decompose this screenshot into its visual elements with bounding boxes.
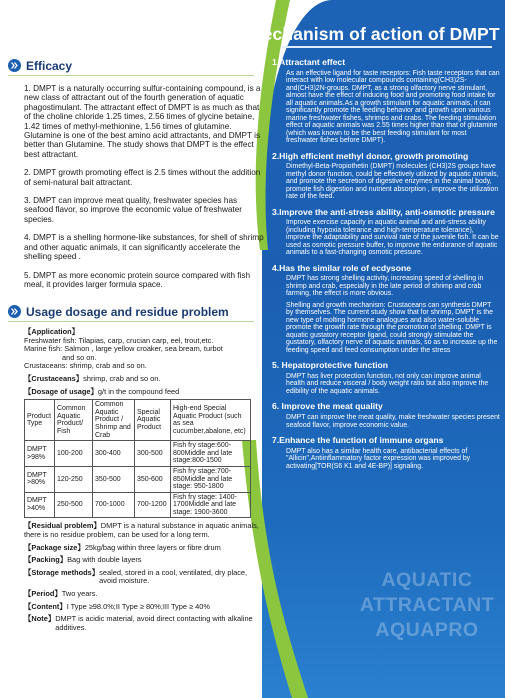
mechanism-item-immune <box>272 436 500 470</box>
efficacy-paragraph: 4. DMPT is a shelling hormone-like substances, for shell of shrimp and other aquatic animals, it can significantly accelerate the shelling speed . <box>24 233 264 262</box>
packing-block <box>24 556 264 565</box>
page-title: Mechanism of action of DMPT <box>248 24 500 44</box>
table-cell: DMPT >80% <box>25 466 55 492</box>
period-block <box>24 590 264 599</box>
application-key: 【Application】 <box>24 327 80 336</box>
note-value: DMPT is acidic material, avoid direct contacting with alkaline additives. <box>55 614 253 632</box>
dosage-value: g/t in the compound feed <box>97 386 180 396</box>
table-cell: 100-200 <box>55 441 93 467</box>
dosage-key: 【Dosage of usage】 <box>24 386 98 396</box>
mechanism-heading: 2.High efficient methyl donor, growth promoting <box>272 150 469 161</box>
table-row <box>25 466 251 492</box>
table-cell: Fish fry stage:700-850Middle and late stage: 950-1800 <box>171 466 251 492</box>
mechanism-paragraph: As an effective ligand for taste receptors: Fish taste receptors that can interact with low molecular compounds containing(CH3)2S-and(CH3)2N-groups. DMPT, as a strong olfactory nerve stimulant, almost have the effect of inducing food and promoting food intake for all aquatic animals.As a growth stimulant for aquatic animals, it can significantly promote the feeding behavior and growth upon various marine freshwater fishes, shrimps and crabs. The feeding stimulation effect of aquatic animals was 2.55 times higher than that of glutamine (which was known to be the best feeding stimulant for most freshwater fishes before DMPT). <box>286 69 500 145</box>
watermark-line: AQUAPRO <box>375 619 479 641</box>
usage-body <box>24 328 264 636</box>
packing-key: 【Packing】 <box>24 555 68 565</box>
content-block <box>24 603 264 612</box>
mechanism-item-methyl-donor <box>272 152 500 201</box>
efficacy-header <box>8 56 254 76</box>
mechanism-item-anti-stress <box>272 208 500 257</box>
mechanism-item-ecdysone <box>272 264 500 355</box>
crustaceans-key: 【Crustaceans】 <box>24 373 84 383</box>
efficacy-paragraph: 1. DMPT is a naturally occurring sulfur-containing compound, is a new class of attractant out of the fourth generation of aquatic phagostimulant. The attractant effect of DMPT is as much as that of the choline chloride 1.25 times, 2.56 times of glycine betaine, 1.42 times of methyl-methionine, 1.56 times of glutamine. Glutamine is one of the best amino acid attractants, and DMPT is better than Glutamine. The study shows that DMPT is the effect best attractant. <box>24 84 261 159</box>
table-cell: DMPT >98% <box>25 441 55 467</box>
mechanism-item-attractant <box>272 58 500 145</box>
content-key: 【Content】 <box>24 601 67 611</box>
table-header-cell: Common Aquatic Product / Shrimp and Crab <box>93 400 135 441</box>
usage-section <box>8 302 268 322</box>
table-cell: 300-400 <box>93 441 135 467</box>
storage-value: sealed, stored in a cool, ventilated, dry place, avoid moisture. <box>99 567 248 586</box>
residue-value: DMPT is a natural substance in aquatic animals, there is no residue problem, can be used for a long term. <box>24 521 259 540</box>
efficacy-title: Efficacy <box>26 58 73 73</box>
efficacy-paragraphs <box>8 84 266 289</box>
table-header-cell: Special Aquatic Product <box>135 400 171 441</box>
mechanism-paragraph: DMPT can improve the meat quality, make freshwater species present seafood flavor, improve economic value. <box>286 414 500 429</box>
application-line: Marine fish: Salmon , large yellow croaker, sea bream, turbot <box>24 344 223 354</box>
mechanism-paragraph: DMPT has strong shelling activity, increasing speed of shelling in shrimp and crab, especially in the late period of shrimp and crab farming, the effect is more obvious. <box>286 275 484 298</box>
residue-key: 【Residual problem】 <box>24 521 101 531</box>
table-cell: 250-500 <box>55 492 93 518</box>
table-row <box>25 441 251 467</box>
crustaceans-value: shrimp, crab and so on. <box>83 373 161 383</box>
package-key: 【Package size】 <box>24 542 85 552</box>
table-cell: 350-500 <box>93 466 135 492</box>
efficacy-paragraph: 5. DMPT as more economic protein source compared with fish meal, it provides larger formula space. <box>24 270 251 289</box>
usage-title: Usage dosage and residue problem <box>26 304 229 319</box>
package-value: 25kg/bag within three layers or fibre drum <box>84 542 221 552</box>
table-header-cell: High-end Special Aquatic Product (such as sea cucumber,abalone, etc) <box>171 400 251 441</box>
application-line: and so on. <box>62 352 97 362</box>
storage-block <box>24 569 264 586</box>
mechanism-heading: 1.Attractant effect <box>272 57 346 67</box>
table-header-row <box>25 400 251 441</box>
application-block <box>24 328 264 371</box>
note-key: 【Note】 <box>24 614 56 624</box>
period-key: 【Period】 <box>24 589 62 599</box>
table-row <box>25 492 251 518</box>
residue-block <box>24 522 264 539</box>
table-cell: Fish fry stage: 1400-1700Middle and late stage: 1900-3600 <box>171 492 251 518</box>
brand-watermark <box>352 568 502 643</box>
mechanism-paragraph: DMPT also has a similar health care, antibacterial effects of "Allicin",Antiinflammatory factor expression was improved by activating[TOR(S6 K1 and 4E-BP)] signaling. <box>286 447 471 470</box>
table-cell: 120-250 <box>55 466 93 492</box>
table-header-cell: Product Type <box>25 400 55 441</box>
mechanism-paragraph: DMPT has liver protection function, not only can improve animal health and reduce visceral / body weight ratio but also improve the edibility of the aquatic animals. <box>286 372 489 395</box>
dosage-table <box>24 399 251 518</box>
storage-key: 【Storage methods】 <box>24 567 100 577</box>
mechanism-section <box>272 58 500 477</box>
table-cell: 300-500 <box>135 441 171 467</box>
period-value: Two years. <box>61 589 98 599</box>
crustaceans-block <box>24 375 264 384</box>
dosage-block <box>24 388 264 397</box>
table-cell: DMPT >40% <box>25 492 55 518</box>
watermark-line: ATTRACTANT <box>359 594 495 616</box>
mechanism-heading: 4.Has the similar role of ecdysone <box>272 262 411 273</box>
watermark-line: AQUATIC <box>381 569 473 591</box>
efficacy-paragraph: 3. DMPT can improve meat quality, freshwater species has seafood flavor, so improve the economic value of freshwater species. <box>24 196 242 224</box>
efficacy-section <box>8 56 268 298</box>
mechanism-paragraph: Shelling and growth mechanism: Crustaceans can synthesis DMPT by themselves. The current study show that for shrimp, DMPT is the new type of molting hormone analogues and also water-soluble promote the growth rate through the promotion of shelling. DMPT is aquatic gustatory receptor ligand, could strongly stimulate the gustatory, olfactory nerve of aquatic animals, so as to increase up the feeding speed and feed consumption under the stress <box>286 301 498 354</box>
usage-header <box>8 302 254 322</box>
double-chevron-right-icon <box>8 59 21 72</box>
mechanism-paragraph: Improve exercise capacity in aquatic animal and anti-stress ability (including hypoxia tolerance and high-temperature tolerance), improve the adaptability and survival rate of the juvenile fish. It can be used as osmotic pressure buffer, to improve the endurance of aquatic animals to a fast-changing osmotic pressure. <box>286 219 499 257</box>
table-cell: 700-1200 <box>135 492 171 518</box>
mechanism-heading: 3.Improve the anti-stress ability, anti-osmotic pressure <box>272 206 495 217</box>
application-line: Crustaceans: shrimp, crab and so on. <box>24 361 147 371</box>
double-chevron-right-icon <box>8 305 21 318</box>
mechanism-item-hepatoprotective <box>272 361 500 395</box>
table-cell: 700-1000 <box>93 492 135 518</box>
table-cell: 350-600 <box>135 466 171 492</box>
packing-value: Bag with double layers <box>67 555 142 565</box>
package-block <box>24 544 264 553</box>
mechanism-heading: 5. Hepatoprotective function <box>272 360 389 371</box>
note-block <box>24 615 264 632</box>
efficacy-paragraph: 2. DMPT growth promoting effect is 2.5 times without the addition of semi-natural bait attractant. <box>24 168 261 187</box>
table-header-cell: Common Aquatic Product/ Fish <box>55 400 93 441</box>
mechanism-heading: 7.Enhance the function of immune organs <box>272 435 444 446</box>
table-cell: Fish fry stage:600-800Middle and late stage:800-1500 <box>171 441 251 467</box>
mechanism-heading: 6. Improve the meat quality <box>272 401 383 412</box>
title-underline <box>282 46 492 48</box>
mechanism-paragraph: Dimethyl-Beta-Propiothetin (DMPT) molecules (CH3)2S groups have methyl donor function, could be effectively utilized by aquatic animals, and promote the secretion of digestive enzymes in the animal body, promote fish digestion and nutrient absorption , improve the utilization rate of the feed. <box>286 163 499 201</box>
application-line: Freshwater fish: Tilapias, carp, crucian carp, eel, trout,etc. <box>24 335 214 345</box>
content-value: I Type ≥98.0%;II Type ≥ 80%;III Type ≥ 40% <box>66 601 210 611</box>
mechanism-item-meat-quality <box>272 402 500 429</box>
